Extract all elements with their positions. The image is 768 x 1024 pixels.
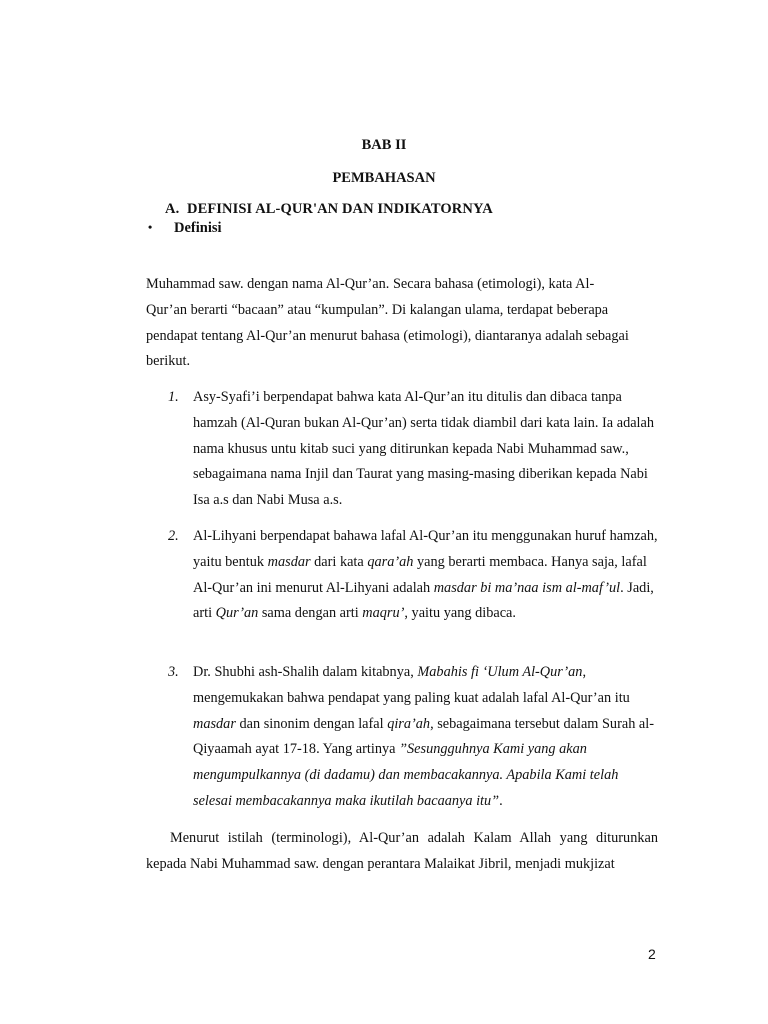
term-maqru: maqru’ <box>362 605 405 622</box>
list-item <box>168 524 658 627</box>
book-title: Mabahis fi ‘Ulum Al-Qur’an <box>417 664 583 680</box>
bullet-icon: • <box>148 220 153 234</box>
list-item-text: Dr. Shubhi ash-Shalih dalam kitabnya, Mabahis fi ‘Ulum Al-Qur’an, mengemukakan bahwa pendapat yang paling kuat adalah lafal Al-Qur’an itu masdar dan sinonim dengan lafal qira’ah, sebagaimana tersebut dalam Surah al-Qiyaamah ayat 17-18. Yang artinya ”Sesungguhnya Kami yang akan mengumpulkannya (di dadamu) dan membacakannya. Apabila Kami telah selesai membacakannya maka ikutilah bacaanya itu”. <box>193 664 654 809</box>
subheading-label: Definisi <box>174 220 222 236</box>
section-title: DEFINISI AL-QUR'AN DAN INDIKATORNYA <box>187 201 493 217</box>
term-masdar-bi-manaa: masdar bi ma’naa ism al-maf’ul <box>433 579 621 596</box>
term-masdar: masdar <box>267 553 311 570</box>
term-qaraah: qara’ah <box>367 553 414 570</box>
section-heading <box>165 201 493 218</box>
list-item-number: 3. <box>168 664 179 680</box>
term-masdar: masdar <box>193 715 236 732</box>
list-item <box>168 385 655 514</box>
verse-translation: ”Sesungguhnya Kami yang akan mengumpulkannya (di dadamu) dan membacakannya. Apabila Kami telah selesai membacakannya maka ikutilah bacaanya itu” <box>193 741 619 809</box>
list-item-number: 2. <box>168 528 179 544</box>
chapter-title: PEMBAHASAN <box>332 170 436 186</box>
term-qiraah: qira’ah <box>387 715 431 732</box>
list-item-text: Asy-Syafi’i berpendapat bahwa kata Al-Qur’an itu ditulis dan dibaca tanpa hamzah (Al-Quran bukan Al-Qur’an) serta tidak diambil dari kata lain. Ia adalah nama khusus untu kitab suci yang ditirunkan kepada Nabi Muhammad saw., sebagaimana nama Injil dan Taurat yang masing-masing diberikan kepada Nabi Isa a.s dan Nabi Musa a.s. <box>193 389 655 509</box>
term-quran: Qur’an <box>215 605 259 622</box>
page-number: 2 <box>648 946 656 962</box>
list-item-number: 1. <box>168 389 179 405</box>
chapter-heading: BAB II <box>361 137 407 153</box>
closing-paragraph: Menurut istilah (terminologi), Al-Qur’an adalah Kalam Allah yang diturunkan kepada Nabi Muhammad saw. dengan perantara Malaikat Jibril, menjadi mukjizat <box>146 830 658 872</box>
list-item-text: Al-Lihyani berpendapat bahawa lafal Al-Qur’an itu menggunakan huruf hamzah, yaitu bentuk masdar dari kata qara’ah yang berarti membaca. Hanya saja, lafal Al-Qur’an ini menurut Al-Lihyani adalah masdar bi ma’naa ism al-maf’ul. Jadi, arti Qur’an sama dengan arti maqru’, yaitu yang dibaca. <box>193 528 658 622</box>
list-item <box>168 660 654 815</box>
section-number: A. <box>165 201 180 217</box>
intro-paragraph: Muhammad saw. dengan nama Al-Qur’an. Secara bahasa (etimologi), kata Al-Qur’an berarti “bacaan” atau “kumpulan”. Di kalangan ulama, terdapat beberapa pendapat tentang Al-Qur’an menurut bahasa (etimologi), diantaranya adalah sebagai berikut. <box>146 276 629 370</box>
subheading <box>148 220 222 237</box>
